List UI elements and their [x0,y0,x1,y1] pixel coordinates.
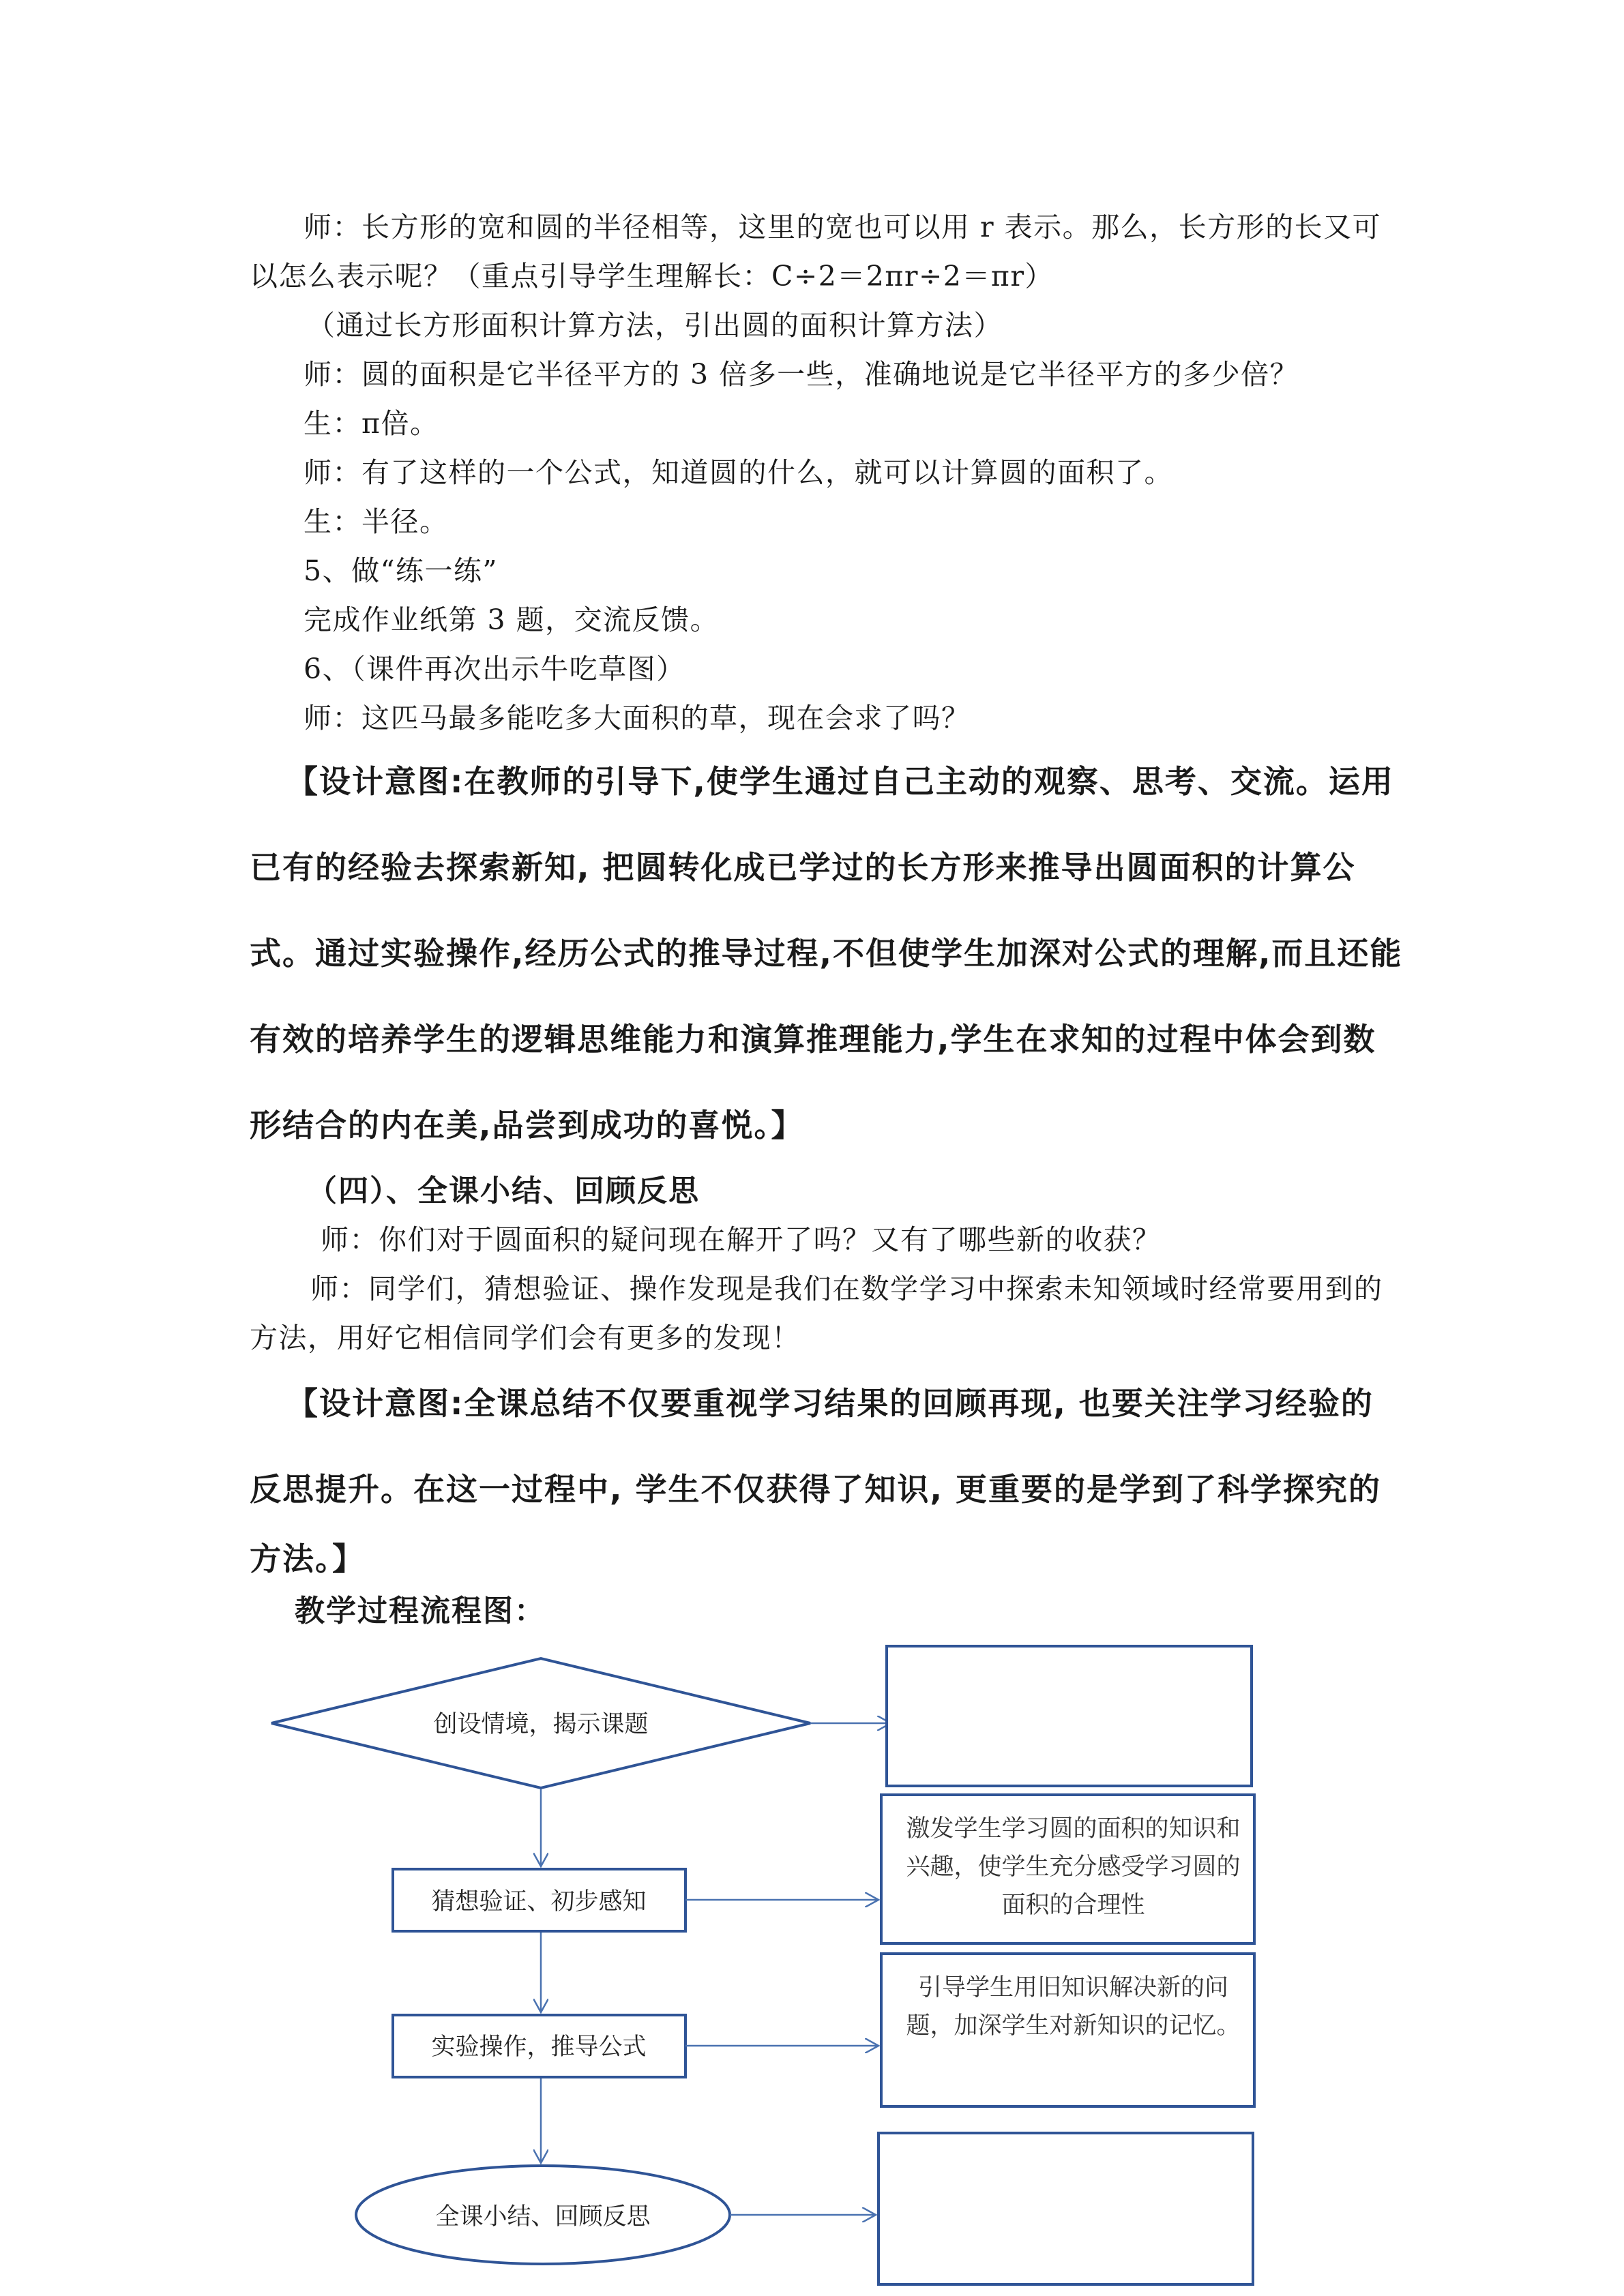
design-intent-line: 【设计意图:全课总结不仅要重视学习结果的回顾再现, 也要关注学习经验的 [286,1385,1374,1422]
flowchart-title: 教学过程流程图： [295,1594,546,1628]
text-line: 方法，用好它相信同学们会有更多的发现！ [250,1322,801,1354]
text-line: 师：圆的面积是它半径平方的 3 倍多一些，准确地说是它半径平方的多少倍？ [304,358,1299,391]
text-line: 生：半径。 [304,505,449,538]
text-line: 师：长方形的宽和圆的半径相等，这里的宽也可以用 r 表示。那么，长方形的长又可 [304,211,1382,243]
design-intent-line: 反思提升。在这一过程中, 学生不仅获得了知识, 更重要的是学到了科学探究的 [250,1471,1381,1508]
text-line: 6、（课件再次出示牛吃草图） [304,653,685,685]
text-line: 生：π倍。 [304,407,439,440]
flow-step-4-label: 全课小结、回顾反思 [435,2203,651,2231]
flow-note-2-text: 激发学生学习圆的面积的知识和兴趣，使学生充分感受学习圆的面积的合理性 [906,1815,1241,1919]
design-intent-line: 有效的培养学生的逻辑思维能力和演算推理能力,学生在求知的过程中体会到数 [250,1021,1376,1058]
text-line: 师：同学们，猜想验证、操作发现是我们在数学学习中探索未知领域时经常要用到的 [310,1272,1383,1305]
text-line: 5、做“练一练” [304,554,499,587]
text-line: （通过长方形面积计算方法，引出圆的面积计算方法） [307,309,1003,342]
section-heading: （四）、全课小结、回顾反思 [307,1174,700,1208]
flow-note-box-1 [887,1646,1252,1786]
flow-step-2-label: 猜想验证、初步感知 [431,1888,647,1915]
flow-note-box-4 [879,2133,1253,2284]
design-intent-line: 【设计意图:在教师的引导下,使学生通过自己主动的观察、思考、交流。运用 [286,763,1394,800]
design-intent-line: 已有的经验去探索新知, 把圆转化成已学过的长方形来推导出圆面积的计算公 [250,849,1356,886]
text-line: 师：你们对于圆面积的疑问现在解开了吗？又有了哪些新的收获？ [321,1223,1162,1256]
flow-note-3-text: 引导学生用旧知识解决新的问题，加深学生对新知识的记忆。 [906,1974,1241,2040]
text-line: 师：这匹马最多能吃多大面积的草，现在会求了吗？ [304,702,971,734]
design-intent-line: 形结合的内在美,品尝到成功的喜悦。】 [250,1107,804,1144]
design-intent-line: 式。通过实验操作,经历公式的推导过程,不但使学生加深对公式的理解,而且还能 [250,935,1403,972]
text-line: 以怎么表示呢？（重点引导学生理解长：C÷2＝2πr÷2＝πr） [250,260,1054,293]
text-line: 师：有了这样的一个公式，知道圆的什么，就可以计算圆的面积了。 [304,456,1173,489]
flow-step-1-label: 创设情境，揭示课题 [433,1711,649,1738]
design-intent-line: 方法。】 [250,1540,365,1577]
text-line: 完成作业纸第 3 题，交流反馈。 [304,603,720,636]
flow-step-3-label: 实验操作，推导公式 [431,2033,647,2061]
